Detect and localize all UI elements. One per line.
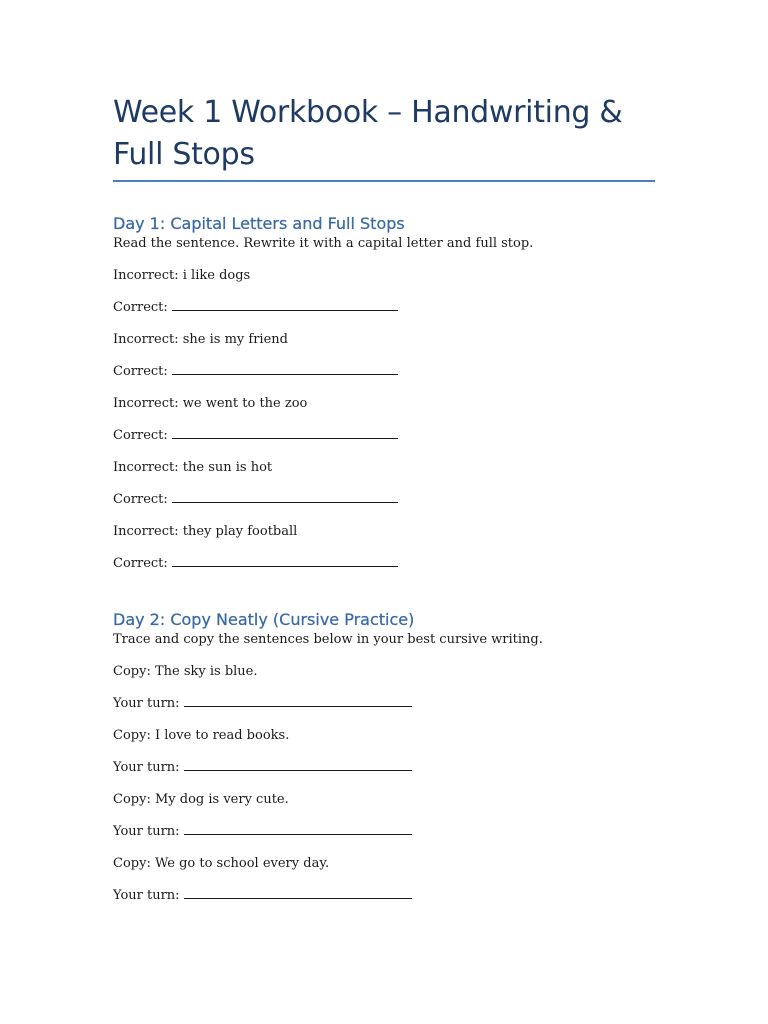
answer-blank[interactable] — [172, 556, 398, 567]
incorrect-line: Incorrect: i like dogs — [113, 268, 251, 283]
answer-blank[interactable] — [172, 300, 398, 311]
answer-blank[interactable] — [172, 492, 398, 503]
correct-line: Correct: — [113, 364, 658, 396]
day2-heading: Day 2: Copy Neatly (Cursive Practice) — [113, 610, 415, 629]
day2-section — [113, 608, 658, 920]
correct-line: Correct: — [113, 428, 658, 460]
day1-instruction: Read the sentence. Rewrite it with a capital letter and full stop. — [113, 236, 534, 251]
incorrect-line: Incorrect: they play football — [113, 524, 298, 539]
answer-blank[interactable] — [184, 696, 412, 707]
your-turn-line: Your turn: — [113, 888, 658, 920]
copy-line: Copy: My dog is very cute. — [113, 792, 289, 807]
day1-heading: Day 1: Capital Letters and Full Stops — [113, 214, 405, 233]
correct-line: Correct: — [113, 300, 658, 332]
your-turn-line: Your turn: — [113, 696, 658, 728]
page-title: Week 1 Workbook – Handwriting & Full Stops — [113, 95, 623, 172]
copy-line: Copy: I love to read books. — [113, 728, 290, 743]
copy-line: Copy: We go to school every day. — [113, 856, 330, 871]
title-underline — [113, 180, 655, 182]
answer-blank[interactable] — [172, 428, 398, 439]
incorrect-line: Incorrect: we went to the zoo — [113, 396, 308, 411]
answer-blank[interactable] — [184, 760, 412, 771]
answer-blank[interactable] — [184, 888, 412, 899]
your-turn-line: Your turn: — [113, 760, 658, 792]
copy-line: Copy: The sky is blue. — [113, 664, 258, 679]
day1-section — [113, 212, 658, 588]
answer-blank[interactable] — [184, 824, 412, 835]
incorrect-line: Incorrect: the sun is hot — [113, 460, 273, 475]
incorrect-line: Incorrect: she is my friend — [113, 332, 288, 347]
your-turn-line: Your turn: — [113, 824, 658, 856]
day2-instruction: Trace and copy the sentences below in your best cursive writing. — [113, 632, 543, 647]
correct-line: Correct: — [113, 492, 658, 524]
correct-line: Correct: — [113, 556, 658, 588]
answer-blank[interactable] — [172, 364, 398, 375]
